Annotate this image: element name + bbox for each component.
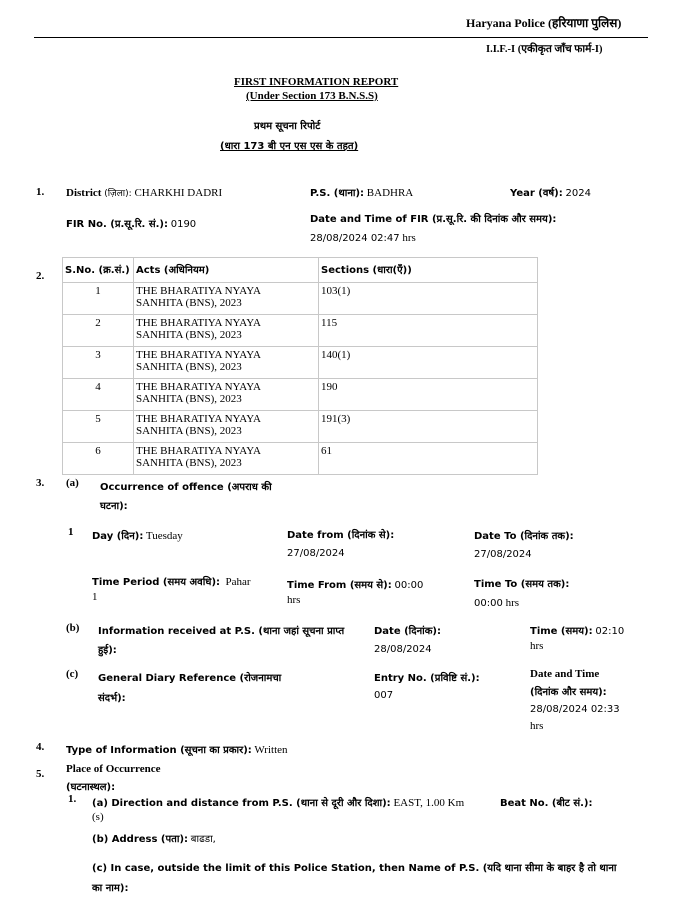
row-section: 140(1) [319, 347, 538, 379]
gd-reference-label: General Diary Reference (रोजनामचा [98, 673, 282, 684]
acts-table-header [63, 258, 538, 283]
time-from-unit: hrs [287, 594, 301, 606]
section5-number: 5. [36, 768, 45, 780]
ps-field: P.S. (थाना): BADHRA [310, 187, 414, 199]
gd-datetime-label: Date and Time [530, 668, 600, 680]
fir-datetime-value: 28/08/2024 02:47 hrs [310, 232, 416, 244]
table-row [63, 315, 538, 347]
info-time-unit: hrs [530, 640, 544, 652]
gd-datetime-value: 28/08/2024 02:33 [530, 704, 620, 715]
info-received-label: Information received at P.S. (थाना जहां सूचना प्राप्त [98, 626, 345, 637]
time-to-label: Time To (समय तक): [474, 579, 570, 590]
outside-ps-label: (c) In case, outside the limit of this Police Station, then Name of P.S. (यदि थाना सीमा के बाहर है तो थाना [92, 863, 617, 874]
direction-unit: (s) [92, 811, 104, 823]
row-sno: 3 [63, 347, 134, 379]
info-time-value: 02:10 [595, 626, 625, 637]
outside-ps-label-cont: का नाम): [92, 883, 129, 894]
time-period-value-cont: 1 [92, 591, 98, 603]
section3a-label: (a) [66, 477, 79, 489]
report-subtitle-hindi: (धारा 173 बी एन एस एस के तहत) [220, 141, 359, 152]
occurrence-title-cont: घटना): [100, 501, 128, 512]
district-value: CHARKHI DADRI [134, 187, 223, 199]
form-id: I.I.F.-I (एकीकृत जाँच फार्म-I) [486, 44, 603, 55]
time-from-field: Time From (समय से): 00:00 [287, 580, 424, 591]
row-act: THE BHARATIYA NYAYA SANHITA (BNS), 2023 [134, 411, 319, 443]
section2-number: 2. [36, 270, 45, 282]
date-to-label: Date To (दिनांक तक): [474, 531, 574, 542]
fir-number-value: 0190 [170, 219, 197, 230]
date-to-value: 27/08/2024 [474, 549, 532, 560]
info-received-label-cont: हुई): [98, 645, 117, 656]
year-value: 2024 [565, 188, 591, 199]
row-act: THE BHARATIYA NYAYA SANHITA (BNS), 2023 [134, 347, 319, 379]
row-sno: 2 [63, 315, 134, 347]
day-field: Day (दिन): Tuesday [92, 530, 183, 542]
row-section: 191(3) [319, 411, 538, 443]
section3b-label: (b) [66, 622, 80, 634]
row-section: 115 [319, 315, 538, 347]
direction-field: (a) Direction and distance from P.S. (थाना से दूरी और दिशा): EAST, 1.00 Km [92, 797, 465, 809]
occurrence-title: Occurrence of offence (अपराध की [100, 482, 272, 493]
row-section: 190 [319, 379, 538, 411]
date-from-value: 27/08/2024 [287, 548, 345, 559]
row-sno: 5 [63, 411, 134, 443]
report-title-hindi: प्रथम सूचना रिपोर्ट [254, 121, 321, 132]
table-row [63, 347, 538, 379]
entry-no-value: 007 [374, 690, 394, 701]
row-act: THE BHARATIYA NYAYA SANHITA (BNS), 2023 [134, 443, 319, 475]
header-org: Haryana Police (हरियाणा पुलिस) [466, 16, 622, 30]
info-time-field: Time (समय): 02:10 [530, 626, 625, 637]
row-section: 61 [319, 443, 538, 475]
section3c-label: (c) [66, 668, 79, 680]
section3-number: 3. [36, 477, 45, 489]
table-row [63, 443, 538, 475]
row-sno: 4 [63, 379, 134, 411]
place-sub-number: 1. [68, 793, 77, 805]
table-row [63, 283, 538, 315]
gd-reference-label-cont: संदर्भ): [98, 693, 126, 704]
row-act: THE BHARATIYA NYAYA SANHITA (BNS), 2023 [134, 283, 319, 315]
section4-number: 4. [36, 741, 45, 753]
district-field: District (ज़िला): CHARKHI DADRI [66, 187, 223, 199]
header-sections: Sections (धारा(एँ)) [319, 258, 538, 283]
info-date-value: 28/08/2024 [374, 644, 432, 655]
place-label-cont: (घटनास्थल): [66, 782, 116, 793]
section1-number: 1. [36, 186, 45, 198]
gd-datetime-unit: hrs [530, 720, 544, 732]
address-value: बाढडा, [190, 834, 216, 845]
table-row [63, 411, 538, 443]
occurrence-sub-number: 1 [68, 526, 74, 538]
time-period-value: Pahar [225, 576, 251, 588]
time-period-field: Time Period (समय अवधि): Pahar [92, 576, 251, 588]
fir-number-field: FIR No. (प्र.सू.रि. सं.): 0190 [66, 219, 197, 230]
place-label: Place of Occurrence [66, 763, 161, 775]
row-sno: 6 [63, 443, 134, 475]
fir-datetime-label: Date and Time of FIR (प्र.सू.रि. की दिनांक और समय): [310, 214, 557, 225]
table-row [63, 379, 538, 411]
ps-value: BADHRA [366, 187, 414, 199]
entry-no-label: Entry No. (प्रविष्टि सं.): [374, 673, 480, 684]
direction-value: EAST, 1.00 Km [393, 797, 465, 809]
info-date-label: Date (दिनांक): [374, 626, 441, 637]
info-type-value: Written [254, 744, 288, 756]
row-act: THE BHARATIYA NYAYA SANHITA (BNS), 2023 [134, 379, 319, 411]
row-act: THE BHARATIYA NYAYA SANHITA (BNS), 2023 [134, 315, 319, 347]
gd-datetime-label-cont: (दिनांक और समय): [530, 687, 607, 698]
report-subtitle: (Under Section 173 B.N.S.S) [246, 90, 378, 102]
day-value: Tuesday [145, 530, 183, 542]
header-divider [34, 37, 648, 38]
address-field: (b) Address (पता): बाढडा, [92, 834, 216, 845]
header-sno: S.No. (क्र.सं.) [63, 258, 134, 283]
row-sno: 1 [63, 283, 134, 315]
acts-table [62, 257, 538, 475]
time-to-value: 00:00 hrs [474, 597, 520, 609]
year-field: Year (वर्ष): 2024 [510, 188, 591, 199]
info-type-field: Type of Information (सूचना का प्रकार): Written [66, 744, 288, 756]
header-acts: Acts (अधिनियम) [134, 258, 319, 283]
row-section: 103(1) [319, 283, 538, 315]
date-from-label: Date from (दिनांक से): [287, 530, 395, 541]
beat-no-label: Beat No. (बीट सं.): [500, 798, 593, 809]
time-from-value: 00:00 [394, 580, 424, 591]
report-title: FIRST INFORMATION REPORT [234, 76, 399, 88]
